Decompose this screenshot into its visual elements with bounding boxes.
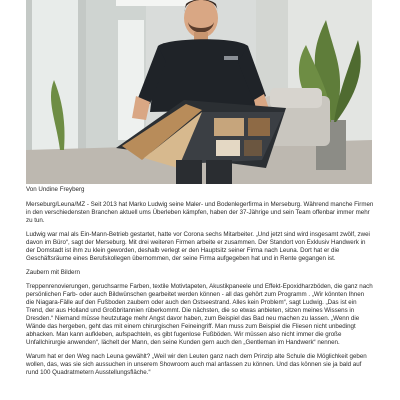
section-subheading: Zaubern mit Bildern <box>26 269 80 276</box>
article-paragraph: Treppenrenovierungen, geruchsarme Farben, textile Motivtapeten, Akustikpaneele und Effekt-Epoxidharzböden, die ganz nach persönlichen Farb- oder auch Bildwünschen gearbeitet werden können - all das gehört zum Programm . „Wir könnten Ihnen die Niagara-Fälle auf den Fußboden zaubern oder auch den Ostseestrand. Alles kein Problem“, sagt Ludwig. „Das ist ein Trend, der aus Holland und Großbritannien rüberkommt. Die nächsten, die so etwas anbieten, sitzen meines Wissens in Dresden.“ Niemand müsse heutzutage mehr Angst davor haben, zum Beispiel das Bad neu machen zu lassen. „Wenn die Wände das hergeben, geht das mit einem chirurgischen Feineingriff. Man muss zum Beispiel die Fliesen nicht unbedingt abhacken. Man kann aufkleben, aufspachteln, es gibt fugenlose Fußböden. Wir müssen also nicht immer die große Unfallchirurgie anwenden“, lächelt der Mann, den seine Kunden gern auch den „Gentleman im Handwerk“ nennen. <box>26 283 373 346</box>
article-paragraph: Ludwig war mal als Ein-Mann-Betrieb gestartet, hatte vor Corona sechs Mitarbeiter. „Und jetzt sind wird insgesamt zwölf, zwei davon im Büro“, sagt der Merseburg. Mit drei weiteren Firmen arbeite er zusammen. Der Standort von Exklusiv Handwerk in der Domstadt ist ihm zu klein geworden, deshalb verlegt er den Hauptsitz seiner Firma nach Leuna. Dort hat er die Geschäftsräume eines Berufskollegen übernommen, der seine Firma aufgegeben hat und in Rente gegangen ist. <box>26 231 370 262</box>
article-body <box>26 186 374 383</box>
author-credit: Von Undine Freyberg <box>26 186 85 193</box>
article-photo <box>26 0 372 184</box>
article-paragraph: Merseburg/Leuna/MZ - Seit 2013 hat Marko Ludwig seine Maler- und Bodenlegerfirma in Merseburg. Während manche Firmen in den verschiedensten Branchen aktuell ums Überleben kämpfen, haben der 37-Jährige und sein Team offenbar immer mehr zu tun. <box>26 201 374 224</box>
article-paragraph: Warum hat er den Weg nach Leuna gewählt? „Weil wir den Leuten ganz nach dem Prinzip alte Schule die Möglichkeit geben wollen, das, was sie sich aussuchen in unserem Showroom auch mal anfassen zu können. Und das können sie ja bald auf rund 100 Quadratmetern Ausstellungsfläche.“ <box>26 353 367 376</box>
